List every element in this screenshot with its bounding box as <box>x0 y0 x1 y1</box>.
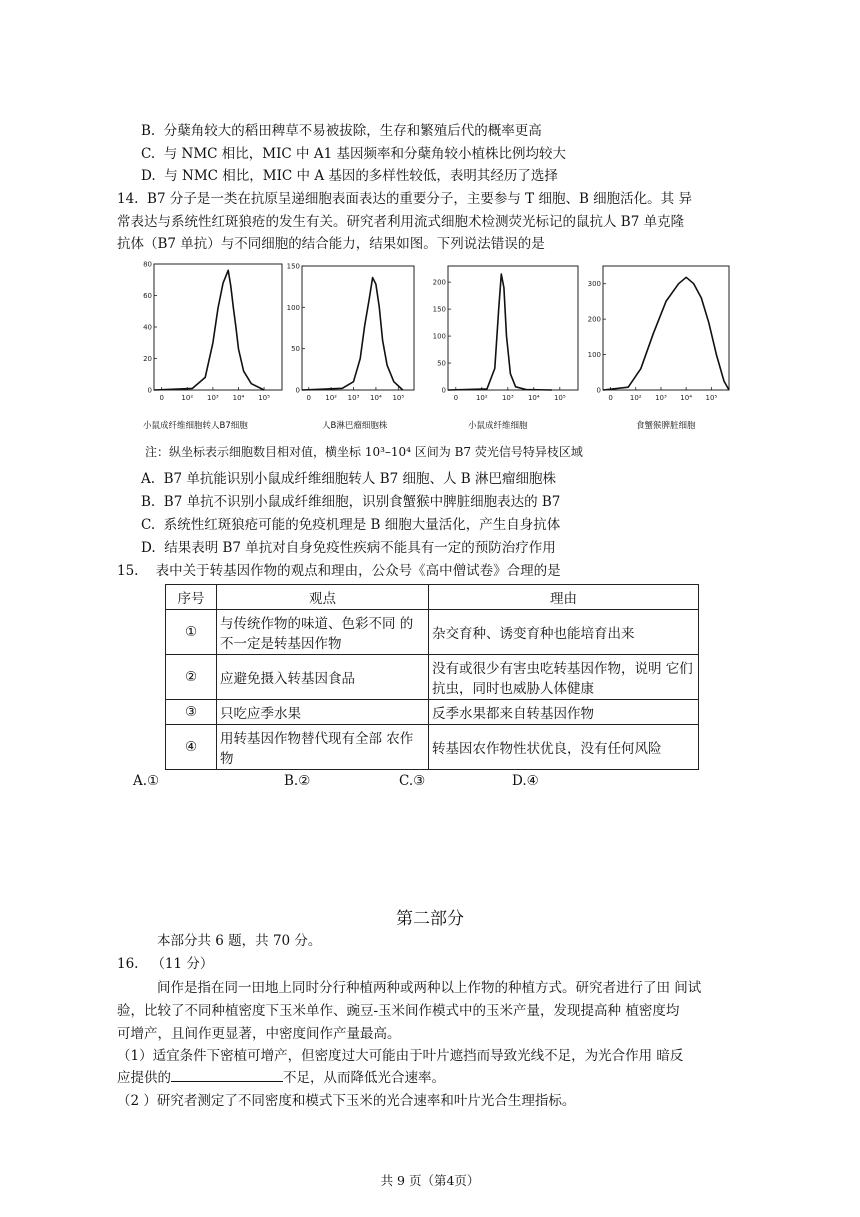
y-tick-label: 200 <box>432 278 446 287</box>
x-tick-label: 10³ <box>207 394 219 402</box>
y-tick-label: 0 <box>441 386 446 395</box>
row-reason: 杂交育种、诱变育种也能培育出来 <box>429 610 699 655</box>
x-tick-label: 10⁵ <box>392 394 405 402</box>
x-tick-label: 10⁴ <box>680 394 693 402</box>
x-tick-label: 0 <box>608 394 613 402</box>
histogram-curve <box>603 277 729 390</box>
x-tick-label: 10² <box>475 394 488 402</box>
q15-option-c: C.③ <box>399 773 426 789</box>
x-tick-label: 10⁴ <box>232 394 245 402</box>
y-tick-label: 0 <box>147 386 152 395</box>
histogram-curve <box>448 274 552 390</box>
histogram-1-svg <box>136 260 286 410</box>
histogram-2-caption: 人B淋巴瘤细胞株 <box>322 421 388 431</box>
histogram-1 <box>136 260 286 410</box>
q14-option-d: D. 结果表明 B7 单抗对自身免疫性疾病不能具有一定的预防治疗作用 <box>141 540 556 556</box>
row-number: ② <box>166 655 217 700</box>
y-tick-label: 200 <box>587 315 601 324</box>
x-tick-label: 10⁵ <box>258 394 270 402</box>
y-tick-label: 300 <box>587 280 601 289</box>
x-tick-label: 10³ <box>655 394 667 402</box>
row-number: ① <box>166 610 217 655</box>
header-view: 观点 <box>217 585 429 610</box>
part2-intro: 本部分共 6 题，共 70 分。 <box>157 933 322 949</box>
q14-stem-line-2: 常表达与系统性红斑狼疮的发生有关。研究者利用流式细胞术检测荧光标记的鼠抗人 B7 单克隆 <box>117 214 685 230</box>
plot-frame <box>302 266 414 390</box>
histogram-1-caption: 小鼠成纤维细胞转人B7细胞 <box>143 421 248 431</box>
y-tick-label: 100 <box>286 303 300 312</box>
row-view: 只吃应季水果 <box>217 700 429 725</box>
q14-option-c: C. 系统性红斑狼疮可能的免疫机理是 B 细胞大量活化，产生自身抗体 <box>141 517 561 533</box>
row-number: ③ <box>166 700 217 725</box>
row-number: ④ <box>166 725 217 770</box>
q15-table <box>165 584 699 770</box>
q13-option-d: D. 与 NMC 相比，MIC 中 A 基因的多样性较低，表明其经历了选择 <box>141 168 558 184</box>
q16-sub1-line-2 <box>117 1067 445 1089</box>
q15-stem: 15. 表中关于转基因作物的观点和理由，公众号《高中僧试卷》合理的是 <box>117 563 561 579</box>
x-tick-label: 10³ <box>501 394 514 402</box>
x-tick-label: 10³ <box>347 394 360 402</box>
q16-paragraph-line-1: 间作是指在同一田地上同时分行种植两种或两种以上作物的种植方式。研究者进行了田 间试 <box>157 980 702 996</box>
x-tick-label: 10⁵ <box>553 394 566 402</box>
sub1-text-after-blank: 不足，从而降低光合速率。 <box>283 1070 445 1086</box>
y-tick-label: 50 <box>291 345 300 354</box>
table-row <box>166 610 699 655</box>
y-tick-label: 80 <box>143 260 152 269</box>
histogram-3-svg <box>430 262 582 410</box>
y-tick-label: 0 <box>596 386 601 395</box>
histogram-curve <box>302 278 403 390</box>
y-tick-label: 40 <box>143 323 152 332</box>
plot-frame <box>154 264 282 390</box>
histogram-3-caption: 小鼠成纤维细胞 <box>468 421 528 431</box>
q16-sub1-line-1: （1）适宜条件下密植可增产，但密度过大可能由于叶片遮挡而导致光线不足，为光合作用 暗反 <box>117 1048 684 1064</box>
y-tick-label: 150 <box>286 262 300 271</box>
histogram-4 <box>585 262 733 410</box>
x-tick-label: 10² <box>181 394 194 402</box>
y-tick-label: 0 <box>295 386 300 395</box>
table-header-row <box>166 585 699 610</box>
q16-heading: 16. （11 分） <box>117 956 214 972</box>
histogram-2-svg <box>284 262 418 410</box>
row-reason: 反季水果都来自转基因作物 <box>429 700 699 725</box>
q13-option-c: C. 与 NMC 相比，MIC 中 A1 基因频率和分蘖角较小植株比例均较大 <box>141 146 566 162</box>
y-tick-label: 100 <box>432 332 446 341</box>
q16-sub2: （2 ）研究者测定了不同密度和模式下玉米的光合速率和叶片光合生理指标。 <box>117 1093 576 1109</box>
section-title: 第二部分 <box>396 909 464 929</box>
table-row <box>166 655 699 700</box>
x-tick-label: 10² <box>629 394 642 402</box>
histogram-2 <box>284 262 418 410</box>
x-tick-label: 10⁴ <box>527 394 540 402</box>
q14-option-b: B. B7 单抗不识别小鼠成纤维细胞，识别食蟹猴中脾脏细胞表达的 B7 <box>141 494 561 510</box>
q15-option-b: B.② <box>284 773 311 789</box>
histogram-curve <box>154 270 264 390</box>
y-tick-label: 60 <box>143 292 152 300</box>
row-view: 与传统作物的味道、色彩不同 的不一定是转基因作物 <box>217 610 429 655</box>
sub1-text-before-blank: 应提供的 <box>117 1070 171 1086</box>
header-number: 序号 <box>166 585 217 610</box>
page-footer: 共 9 页（第4页） <box>380 1173 480 1188</box>
q14-stem-line-1: 14. B7 分子是一类在抗原呈递细胞表面表达的重要分子，主要参与 T 细胞、B 细胞活化。其 异 <box>117 191 692 207</box>
row-reason: 转基因农作物性状优良，没有任何风险 <box>429 725 699 770</box>
x-tick-label: 10⁴ <box>370 394 382 402</box>
histogram-3 <box>430 262 582 410</box>
header-reason: 理由 <box>429 585 699 610</box>
q14-figure-note: 注：纵坐标表示细胞数目相对值，横坐标 10³–10⁴ 区间为 B7 荧光信号特异枝区域 <box>145 445 583 459</box>
q14-option-a: A. B7 单抗能识别小鼠成纤维细胞转人 B7 细胞、人 B 淋巴瘤细胞株 <box>141 471 557 487</box>
histogram-4-svg <box>585 262 733 410</box>
row-reason: 没有或很少有害虫吃转基因作物，说明 它们抗虫，同时也威胁人体健康 <box>429 655 699 700</box>
histogram-4-caption: 食蟹猴脾脏细胞 <box>636 421 696 431</box>
plot-frame <box>448 266 578 390</box>
q16-paragraph-line-3: 可增产，且间作更显著，中密度间作产量最高。 <box>117 1026 401 1042</box>
row-view: 应避免摄入转基因食品 <box>217 655 429 700</box>
q15-option-a: A.① <box>133 773 160 789</box>
x-tick-label: 0 <box>159 394 164 402</box>
y-tick-label: 50 <box>437 359 446 368</box>
answer-blank[interactable] <box>171 1067 283 1082</box>
q13-option-b: B. 分蘖角较大的稻田稗草不易被拔除，生存和繁殖后代的概率更高 <box>141 123 542 139</box>
x-tick-label: 10² <box>325 394 337 402</box>
q14-stem-line-3: 抗体（B7 单抗）与不同细胞的结合能力，结果如图。下列说法错误的是 <box>117 236 545 252</box>
y-tick-label: 150 <box>432 305 446 314</box>
table-row <box>166 725 699 770</box>
y-tick-label: 20 <box>143 355 152 363</box>
y-tick-label: 100 <box>587 351 601 360</box>
table-row <box>166 700 699 725</box>
q16-paragraph-line-2: 验，比较了不同种植密度下玉米单作、豌豆-玉米间作模式中的玉米产量，发现提高种 植密度均 <box>117 1003 680 1019</box>
row-view: 用转基因作物替代现有全部 农作物 <box>217 725 429 770</box>
q15-option-d: D.④ <box>512 773 539 789</box>
x-tick-label: 0 <box>306 394 311 402</box>
x-tick-label: 0 <box>453 394 459 402</box>
x-tick-label: 10⁵ <box>705 394 718 402</box>
